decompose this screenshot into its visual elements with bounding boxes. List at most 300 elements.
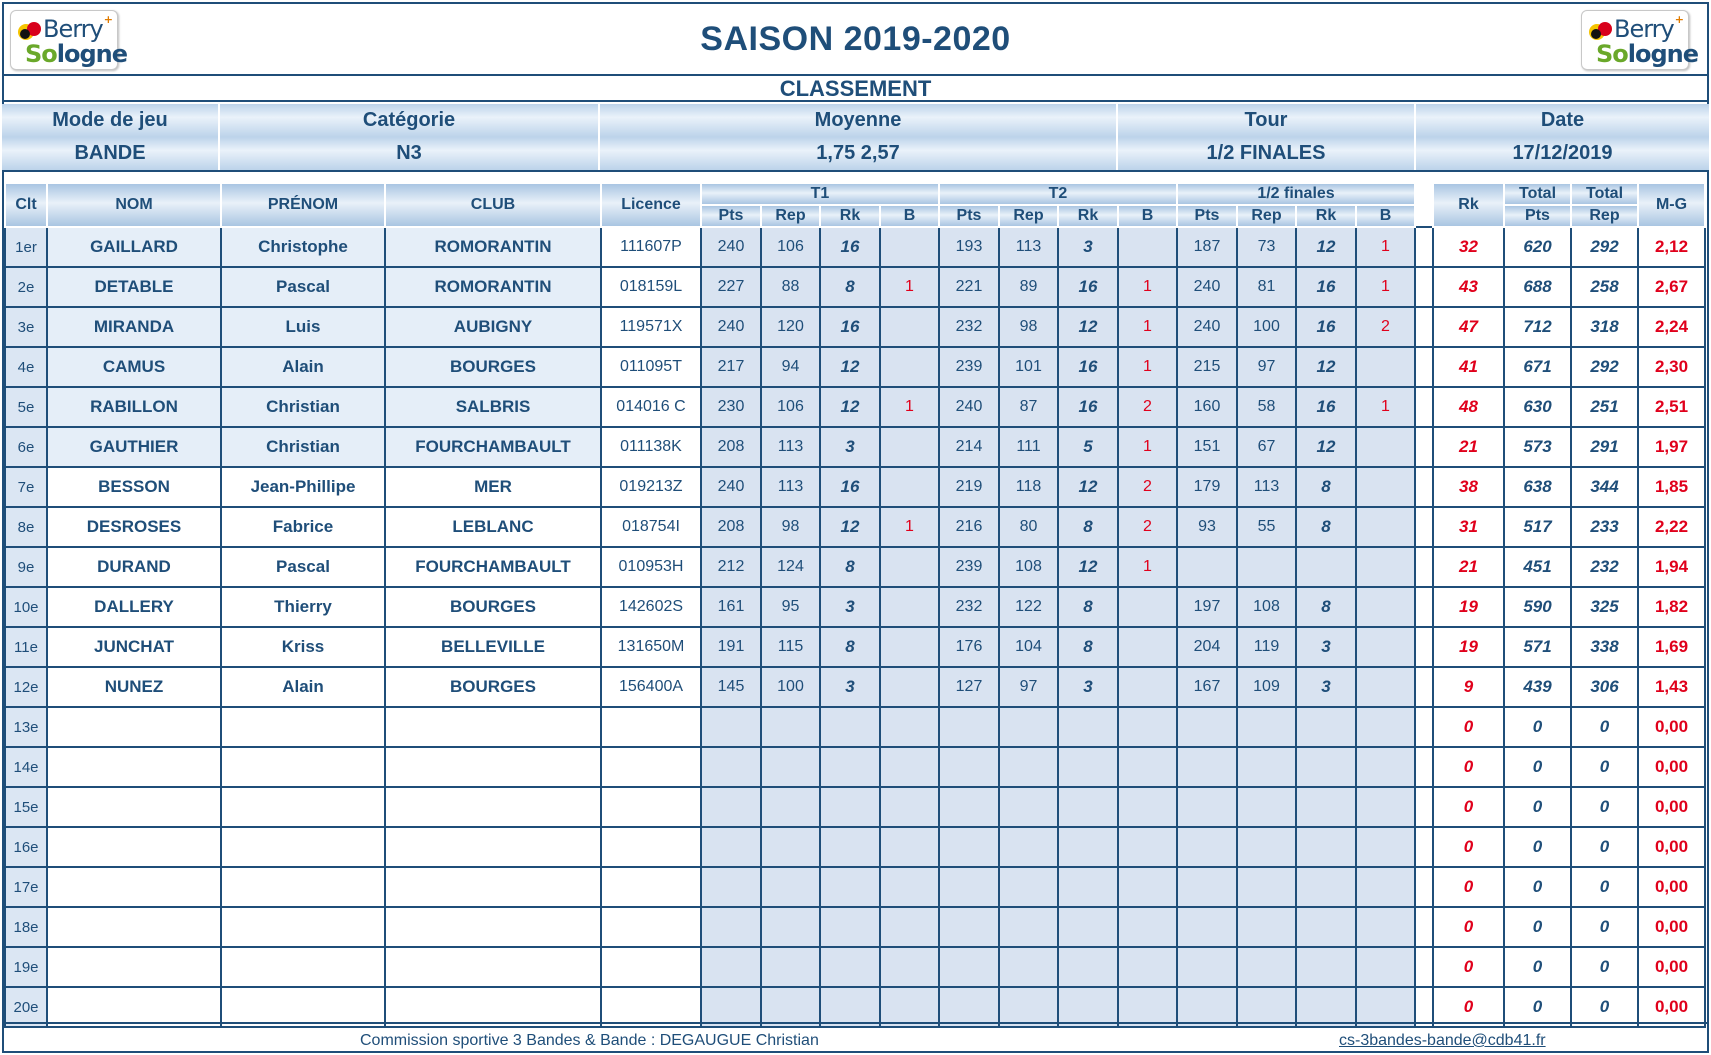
last-name-cell: JUNCHAT <box>47 627 221 667</box>
divider <box>2 170 1709 172</box>
t2-pts-cell: 127 <box>939 667 999 707</box>
tf-rep-cell <box>1237 907 1296 947</box>
total-rep-cell: 292 <box>1571 227 1638 267</box>
col-header-nom: NOM <box>47 183 221 227</box>
column-gap <box>1415 987 1433 1027</box>
rank-cell: 10e <box>5 587 47 627</box>
total-rk-cell: 47 <box>1433 307 1504 347</box>
club-cell: SALBRIS <box>385 387 601 427</box>
t1-pts-cell <box>701 827 761 867</box>
total-pts-cell: 620 <box>1504 227 1571 267</box>
tf-rep-cell <box>1237 747 1296 787</box>
table-row <box>5 787 1705 827</box>
t1-rep-cell <box>761 987 820 1027</box>
club-cell: ROMORANTIN <box>385 227 601 267</box>
col-group-half-finals: 1/2 finales <box>1177 183 1415 205</box>
logo-text-berry: Berry <box>43 15 103 43</box>
total-rk-cell: 19 <box>1433 627 1504 667</box>
first-name-cell: Kriss <box>221 627 385 667</box>
col-header-t1-b: B <box>880 205 939 227</box>
col-header-licence: Licence <box>601 183 701 227</box>
column-gap <box>1415 467 1433 507</box>
t1-rk-cell <box>820 707 880 747</box>
t2-rk-cell: 12 <box>1058 307 1118 347</box>
t2-rk-cell: 8 <box>1058 507 1118 547</box>
page-title: SAISON 2019-2020 <box>700 20 1011 58</box>
tf-b-cell <box>1356 427 1415 467</box>
first-name-cell: Christian <box>221 387 385 427</box>
total-pts-cell: 590 <box>1504 587 1571 627</box>
licence-cell: 010953H <box>601 547 701 587</box>
col-header-t1-pts: Pts <box>701 205 761 227</box>
total-rk-cell: 0 <box>1433 747 1504 787</box>
licence-cell <box>601 787 701 827</box>
tf-rep-cell: 100 <box>1237 307 1296 347</box>
mg-cell: 0,00 <box>1638 707 1705 747</box>
logo-plus-icon: + <box>1674 13 1684 26</box>
col-header-clt: Clt <box>5 183 47 227</box>
section-title-classement: CLASSEMENT <box>2 76 1709 102</box>
t2-rep-cell: 98 <box>999 307 1058 347</box>
tf-rep-cell <box>1237 707 1296 747</box>
t2-rk-cell: 12 <box>1058 547 1118 587</box>
tf-pts-cell <box>1177 747 1237 787</box>
club-cell: FOURCHAMBAULT <box>385 427 601 467</box>
t2-rk-cell <box>1058 907 1118 947</box>
total-pts-cell: 630 <box>1504 387 1571 427</box>
t2-pts-cell <box>939 947 999 987</box>
t2-rk-cell <box>1058 867 1118 907</box>
t1-b-cell <box>880 307 939 347</box>
club-cell: BOURGES <box>385 587 601 627</box>
tf-rk-cell: 3 <box>1296 627 1356 667</box>
t2-rep-cell <box>999 987 1058 1027</box>
tf-b-cell <box>1356 547 1415 587</box>
t2-b-cell <box>1118 787 1177 827</box>
t1-rk-cell: 3 <box>820 587 880 627</box>
t2-pts-cell <box>939 707 999 747</box>
tf-rep-cell <box>1237 987 1296 1027</box>
t2-rk-cell: 8 <box>1058 627 1118 667</box>
table-row <box>5 867 1705 907</box>
col-header-total-rep-sub: Rep <box>1571 205 1638 227</box>
tf-rk-cell: 12 <box>1296 227 1356 267</box>
t1-rk-cell <box>820 827 880 867</box>
t2-rk-cell: 12 <box>1058 467 1118 507</box>
t2-b-cell: 2 <box>1118 507 1177 547</box>
club-cell: BOURGES <box>385 347 601 387</box>
t1-rep-cell: 98 <box>761 507 820 547</box>
mg-cell: 2,51 <box>1638 387 1705 427</box>
rank-cell: 3e <box>5 307 47 347</box>
t2-b-cell: 1 <box>1118 267 1177 307</box>
tf-rep-cell: 55 <box>1237 507 1296 547</box>
t1-rk-cell: 12 <box>820 507 880 547</box>
total-rk-cell: 0 <box>1433 787 1504 827</box>
total-rep-cell: 0 <box>1571 907 1638 947</box>
t1-pts-cell <box>701 787 761 827</box>
footer-email-link[interactable]: cs-3bandes-bande@cdb41.fr <box>1339 1032 1546 1049</box>
t2-b-cell <box>1118 987 1177 1027</box>
tf-rep-cell <box>1237 827 1296 867</box>
t2-rk-cell: 16 <box>1058 267 1118 307</box>
tf-pts-cell <box>1177 867 1237 907</box>
total-rk-cell: 38 <box>1433 467 1504 507</box>
t2-rep-cell <box>999 707 1058 747</box>
first-name-cell <box>221 747 385 787</box>
last-name-cell <box>47 747 221 787</box>
t1-b-cell <box>880 467 939 507</box>
licence-cell <box>601 707 701 747</box>
mg-cell: 2,30 <box>1638 347 1705 387</box>
column-gap <box>1415 787 1433 827</box>
rank-cell: 17e <box>5 867 47 907</box>
tf-b-cell <box>1356 707 1415 747</box>
first-name-cell: Luis <box>221 307 385 347</box>
licence-cell: 111607P <box>601 227 701 267</box>
mg-cell: 0,00 <box>1638 907 1705 947</box>
tf-rep-cell: 108 <box>1237 587 1296 627</box>
column-gap <box>1415 707 1433 747</box>
t2-b-cell: 2 <box>1118 467 1177 507</box>
mg-cell: 0,00 <box>1638 947 1705 987</box>
total-rep-cell: 0 <box>1571 787 1638 827</box>
col-header-total-rep: Total <box>1571 183 1638 205</box>
tf-rk-cell <box>1296 747 1356 787</box>
t1-b-cell <box>880 627 939 667</box>
divider <box>2 1022 1709 1024</box>
rank-cell: 7e <box>5 467 47 507</box>
rank-cell: 18e <box>5 907 47 947</box>
tf-rk-cell <box>1296 907 1356 947</box>
col-header-t2-rep: Rep <box>999 205 1058 227</box>
info-label-date: Date <box>1416 104 1709 137</box>
col-header-t2-rk: Rk <box>1058 205 1118 227</box>
total-pts-cell: 0 <box>1504 707 1571 747</box>
t1-rk-cell: 16 <box>820 227 880 267</box>
table-row <box>5 707 1705 747</box>
t1-rep-cell: 113 <box>761 427 820 467</box>
club-cell: LEBLANC <box>385 507 601 547</box>
t2-b-cell <box>1118 947 1177 987</box>
t1-rep-cell <box>761 747 820 787</box>
t2-pts-cell: 239 <box>939 347 999 387</box>
club-cell <box>385 947 601 987</box>
info-value-moyenne: 1,75 2,57 <box>600 137 1118 170</box>
t1-pts-cell <box>701 947 761 987</box>
last-name-cell: DESROSES <box>47 507 221 547</box>
tf-pts-cell: 240 <box>1177 307 1237 347</box>
tf-rk-cell <box>1296 867 1356 907</box>
total-rk-cell: 43 <box>1433 267 1504 307</box>
t2-pts-cell <box>939 987 999 1027</box>
club-cell <box>385 987 601 1027</box>
tf-rep-cell: 119 <box>1237 627 1296 667</box>
col-header-prenom: PRÉNOM <box>221 183 385 227</box>
tf-b-cell <box>1356 827 1415 867</box>
licence-cell: 156400A <box>601 667 701 707</box>
mg-cell: 1,94 <box>1638 547 1705 587</box>
t1-rep-cell: 113 <box>761 467 820 507</box>
last-name-cell: CAMUS <box>47 347 221 387</box>
t1-rk-cell: 8 <box>820 267 880 307</box>
licence-cell: 119571X <box>601 307 701 347</box>
col-header-t1-rk: Rk <box>820 205 880 227</box>
last-name-cell <box>47 787 221 827</box>
tf-pts-cell <box>1177 827 1237 867</box>
table-row <box>5 307 1705 347</box>
tf-rep-cell: 113 <box>1237 467 1296 507</box>
logo-plus-icon: + <box>103 13 113 26</box>
t1-pts-cell: 240 <box>701 467 761 507</box>
licence-cell <box>601 867 701 907</box>
t1-pts-cell: 208 <box>701 507 761 547</box>
rank-cell: 2e <box>5 267 47 307</box>
table-row <box>5 667 1705 707</box>
t2-pts-cell <box>939 867 999 907</box>
tf-b-cell <box>1356 627 1415 667</box>
t2-pts-cell <box>939 747 999 787</box>
t1-pts-cell: 227 <box>701 267 761 307</box>
t1-rep-cell: 124 <box>761 547 820 587</box>
t2-rep-cell: 113 <box>999 227 1058 267</box>
t2-rk-cell: 8 <box>1058 587 1118 627</box>
t2-rk-cell: 16 <box>1058 387 1118 427</box>
t1-rk-cell: 8 <box>820 627 880 667</box>
last-name-cell: GAUTHIER <box>47 427 221 467</box>
col-header-mg: M-G <box>1638 183 1705 227</box>
total-pts-cell: 0 <box>1504 947 1571 987</box>
column-gap <box>1415 347 1433 387</box>
table-row <box>5 467 1705 507</box>
total-rk-cell: 19 <box>1433 587 1504 627</box>
t2-b-cell <box>1118 667 1177 707</box>
total-rep-cell: 338 <box>1571 627 1638 667</box>
mg-cell: 1,85 <box>1638 467 1705 507</box>
t2-rep-cell: 89 <box>999 267 1058 307</box>
info-value-tour: 1/2 FINALES <box>1118 137 1416 170</box>
t1-b-cell: 1 <box>880 267 939 307</box>
total-pts-cell: 712 <box>1504 307 1571 347</box>
first-name-cell: Christophe <box>221 227 385 267</box>
column-gap <box>1415 587 1433 627</box>
t1-b-cell <box>880 827 939 867</box>
tf-rk-cell: 8 <box>1296 467 1356 507</box>
tf-pts-cell: 160 <box>1177 387 1237 427</box>
rank-cell: 5e <box>5 387 47 427</box>
t2-rep-cell <box>999 867 1058 907</box>
ranking-table <box>4 182 1706 1028</box>
last-name-cell: DURAND <box>47 547 221 587</box>
t1-rk-cell: 16 <box>820 307 880 347</box>
t2-b-cell <box>1118 747 1177 787</box>
club-cell <box>385 707 601 747</box>
first-name-cell <box>221 707 385 747</box>
tf-rep-cell: 73 <box>1237 227 1296 267</box>
t2-b-cell: 2 <box>1118 387 1177 427</box>
licence-cell: 019213Z <box>601 467 701 507</box>
column-gap <box>1415 183 1433 227</box>
club-cell <box>385 907 601 947</box>
t1-b-cell <box>880 587 939 627</box>
total-rep-cell: 291 <box>1571 427 1638 467</box>
licence-cell: 142602S <box>601 587 701 627</box>
last-name-cell: DETABLE <box>47 267 221 307</box>
column-gap <box>1415 507 1433 547</box>
first-name-cell: Pascal <box>221 547 385 587</box>
t2-pts-cell <box>939 787 999 827</box>
total-pts-cell: 638 <box>1504 467 1571 507</box>
mg-cell: 1,82 <box>1638 587 1705 627</box>
total-rep-cell: 233 <box>1571 507 1638 547</box>
total-pts-cell: 0 <box>1504 827 1571 867</box>
last-name-cell: NUNEZ <box>47 667 221 707</box>
tf-rk-cell: 16 <box>1296 307 1356 347</box>
tf-rep-cell: 81 <box>1237 267 1296 307</box>
total-rk-cell: 48 <box>1433 387 1504 427</box>
tf-b-cell <box>1356 347 1415 387</box>
t1-pts-cell <box>701 747 761 787</box>
column-gap <box>1415 747 1433 787</box>
t2-b-cell <box>1118 707 1177 747</box>
column-gap <box>1415 627 1433 667</box>
t2-rep-cell: 111 <box>999 427 1058 467</box>
rank-cell: 6e <box>5 427 47 467</box>
first-name-cell <box>221 787 385 827</box>
t1-rk-cell: 16 <box>820 467 880 507</box>
mg-cell: 0,00 <box>1638 987 1705 1027</box>
t1-b-cell <box>880 427 939 467</box>
t1-rk-cell <box>820 747 880 787</box>
column-gap <box>1415 267 1433 307</box>
t1-rk-cell <box>820 867 880 907</box>
first-name-cell <box>221 947 385 987</box>
t1-rk-cell <box>820 907 880 947</box>
last-name-cell: DALLERY <box>47 587 221 627</box>
column-gap <box>1415 827 1433 867</box>
tf-pts-cell <box>1177 547 1237 587</box>
t2-rk-cell <box>1058 787 1118 827</box>
logo-text-sologne: Sologne <box>1596 40 1699 68</box>
t2-rep-cell: 101 <box>999 347 1058 387</box>
total-rep-cell: 325 <box>1571 587 1638 627</box>
total-rep-cell: 258 <box>1571 267 1638 307</box>
t1-b-cell <box>880 707 939 747</box>
tf-rep-cell <box>1237 947 1296 987</box>
col-header-total-pts-sub: Pts <box>1504 205 1571 227</box>
tf-pts-cell: 197 <box>1177 587 1237 627</box>
total-rk-cell: 32 <box>1433 227 1504 267</box>
t1-rep-cell <box>761 867 820 907</box>
tf-rk-cell: 8 <box>1296 587 1356 627</box>
tf-pts-cell: 204 <box>1177 627 1237 667</box>
tf-rep-cell: 109 <box>1237 667 1296 707</box>
t1-b-cell <box>880 867 939 907</box>
t1-rk-cell: 12 <box>820 387 880 427</box>
t1-pts-cell: 212 <box>701 547 761 587</box>
t1-b-cell <box>880 227 939 267</box>
t2-rep-cell: 104 <box>999 627 1058 667</box>
rank-cell: 16e <box>5 827 47 867</box>
tf-b-cell <box>1356 667 1415 707</box>
t1-pts-cell <box>701 907 761 947</box>
col-header-half-rep: Rep <box>1237 205 1296 227</box>
tf-rep-cell: 58 <box>1237 387 1296 427</box>
rank-cell: 11e <box>5 627 47 667</box>
t1-rep-cell <box>761 787 820 827</box>
t1-pts-cell <box>701 867 761 907</box>
col-header-half-rk: Rk <box>1296 205 1356 227</box>
tf-rk-cell: 16 <box>1296 387 1356 427</box>
col-group-t2: T2 <box>939 183 1177 205</box>
rank-cell: 13e <box>5 707 47 747</box>
t2-rep-cell <box>999 947 1058 987</box>
t2-rep-cell: 118 <box>999 467 1058 507</box>
first-name-cell: Fabrice <box>221 507 385 547</box>
tf-rk-cell: 3 <box>1296 667 1356 707</box>
column-gap <box>1415 947 1433 987</box>
total-pts-cell: 571 <box>1504 627 1571 667</box>
t1-pts-cell: 208 <box>701 427 761 467</box>
club-cell <box>385 827 601 867</box>
first-name-cell: Christian <box>221 427 385 467</box>
total-rk-cell: 21 <box>1433 427 1504 467</box>
tf-pts-cell: 167 <box>1177 667 1237 707</box>
club-cell: BOURGES <box>385 667 601 707</box>
tf-rep-cell <box>1237 787 1296 827</box>
last-name-cell <box>47 907 221 947</box>
mg-cell: 0,00 <box>1638 867 1705 907</box>
tf-b-cell: 1 <box>1356 227 1415 267</box>
t2-b-cell: 1 <box>1118 347 1177 387</box>
first-name-cell <box>221 907 385 947</box>
tf-rep-cell: 97 <box>1237 347 1296 387</box>
t1-pts-cell: 230 <box>701 387 761 427</box>
table-row <box>5 347 1705 387</box>
club-cell: AUBIGNY <box>385 307 601 347</box>
col-header-rk: Rk <box>1433 183 1504 227</box>
total-rep-cell: 232 <box>1571 547 1638 587</box>
licence-cell: 018754I <box>601 507 701 547</box>
mg-cell: 0,00 <box>1638 827 1705 867</box>
t2-rep-cell: 108 <box>999 547 1058 587</box>
col-header-t1-rep: Rep <box>761 205 820 227</box>
t1-pts-cell: 240 <box>701 307 761 347</box>
tf-pts-cell <box>1177 947 1237 987</box>
tf-pts-cell <box>1177 987 1237 1027</box>
tf-b-cell <box>1356 867 1415 907</box>
t1-rk-cell: 3 <box>820 667 880 707</box>
t1-b-cell: 1 <box>880 387 939 427</box>
t2-pts-cell: 193 <box>939 227 999 267</box>
t2-b-cell <box>1118 867 1177 907</box>
t2-rep-cell <box>999 827 1058 867</box>
t2-pts-cell: 232 <box>939 587 999 627</box>
first-name-cell <box>221 867 385 907</box>
mg-cell: 2,12 <box>1638 227 1705 267</box>
first-name-cell <box>221 987 385 1027</box>
t1-b-cell <box>880 787 939 827</box>
total-rep-cell: 0 <box>1571 947 1638 987</box>
t1-rk-cell: 8 <box>820 547 880 587</box>
tf-b-cell <box>1356 907 1415 947</box>
tf-rk-cell <box>1296 787 1356 827</box>
col-header-t2-pts: Pts <box>939 205 999 227</box>
tf-pts-cell: 151 <box>1177 427 1237 467</box>
club-cell <box>385 787 601 827</box>
table-row <box>5 947 1705 987</box>
info-values-row <box>2 137 1709 170</box>
